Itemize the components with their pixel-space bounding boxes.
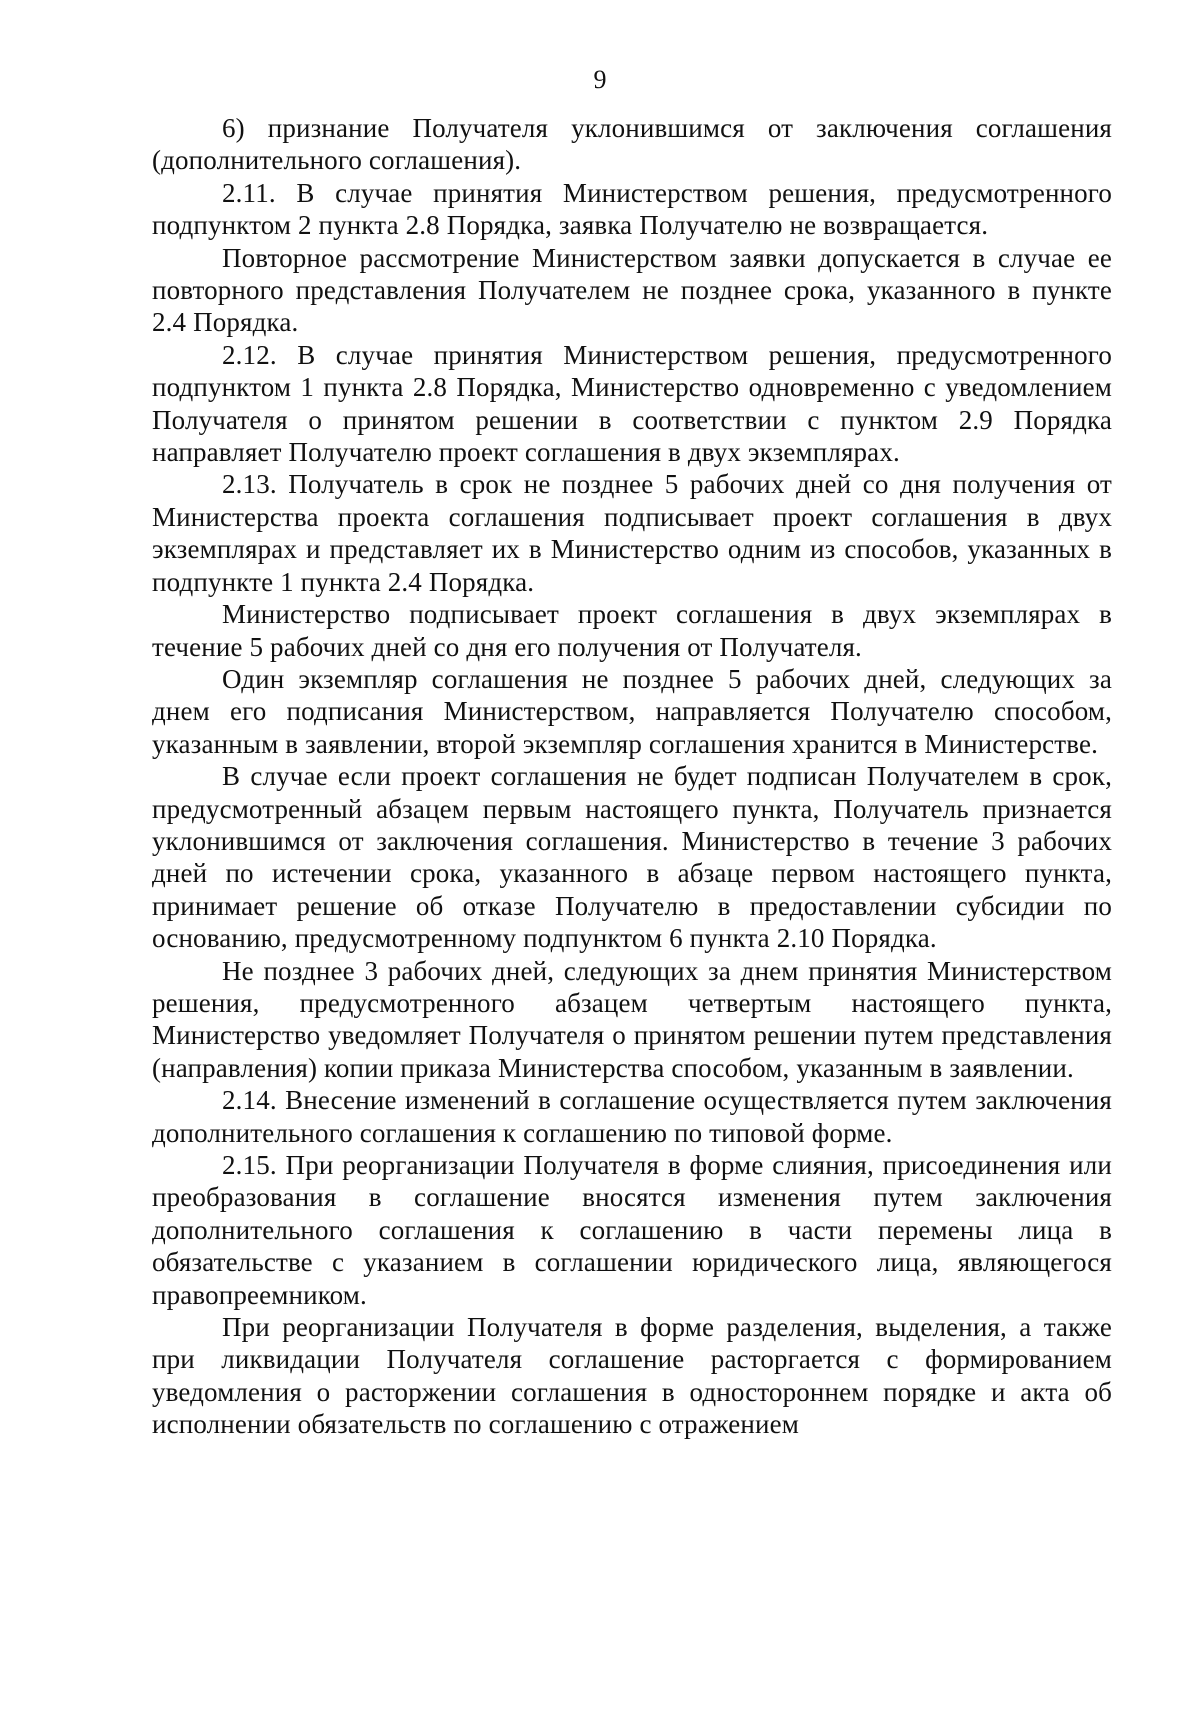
paragraph-one-copy: Один экземпляр соглашения не позднее 5 рабочих дней, следующих за днем его подписания Министерством, направляется Получателю способом, указанным в заявлении, второй экземпляр соглашения хранится в Министерстве. [152,663,1112,759]
paragraph-not-signed: В случае если проект соглашения не будет подписан Получателем в срок, предусмотренный абзацем первым настоящего пункта, Получатель признается уклонившимся от заключения соглашения. Министерство в течение 3 рабочих дней по истечении срока, указанного в абзаце первом настоящего пункта, принимает решение об отказе Получателю в предоставлении субсидии по основанию, предусмотренному подпунктом 6 пункта 2.10 Порядка. [152,761,1112,954]
document-body [152,112,1112,1441]
paragraph-2-13: 2.13. Получатель в срок не позднее 5 рабочих дней со дня получения от Министерства проекта соглашения подписывает проект соглашения в двух экземплярах и представляет их в Министерство одним из способов, указанных в подпункте 1 пункта 2.4 Порядка. [152,469,1112,597]
paragraph-2-14: 2.14. Внесение изменений в соглашение осуществляется путем заключения дополнительного соглашения к соглашению по типовой форме. [152,1085,1112,1148]
paragraph-resubmission: Повторное рассмотрение Министерством заявки допускается в случае ее повторного представления Получателем не позднее срока, указанного в пункте 2.4 Порядка. [152,242,1112,338]
paragraph-2-15: 2.15. При реорганизации Получателя в форме слияния, присоединения или преобразования в соглашение вносятся изменения путем заключения дополнительного соглашения к соглашению в части перемены лица в обязательстве с указанием в соглашении юридического лица, являющегося правопреемником. [152,1150,1112,1310]
paragraph-2-12: 2.12. В случае принятия Министерством решения, предусмотренного подпунктом 1 пункта 2.8 Порядка, Министерство одновременно с уведомлением Получателя о принятом решении в соответствии с пунктом 2.9 Порядка направляет Получателю проект соглашения в двух экземплярах. [152,339,1112,468]
page-number: 9 [593,65,607,94]
paragraph-subitem-6: 6) признание Получателя уклонившимся от заключения соглашения (дополнительного соглашения). [152,113,1112,176]
paragraph-2-11: 2.11. В случае принятия Министерством решения, предусмотренного подпунктом 2 пункта 2.8 Порядка, заявка Получателю не возвращается. [152,177,1112,241]
paragraph-reorganization: При реорганизации Получателя в форме разделения, выделения, а также при ликвидации Получателя соглашение расторгается с формированием уведомления о расторжении соглашения в одностороннем порядке и акта об исполнении обязательств по соглашению с отражением [152,1312,1112,1440]
paragraph-notification: Не позднее 3 рабочих дней, следующих за днем принятия Министерством решения, предусмотренного абзацем четвертым настоящего пункта, Министерство уведомляет Получателя о принятом решении путем представления (направления) копии приказа Министерства способом, указанным в заявлении. [152,955,1112,1083]
paragraph-ministry-signs: Министерство подписывает проект соглашения в двух экземплярах в течение 5 рабочих дней со дня его получения от Получателя. [152,599,1112,662]
